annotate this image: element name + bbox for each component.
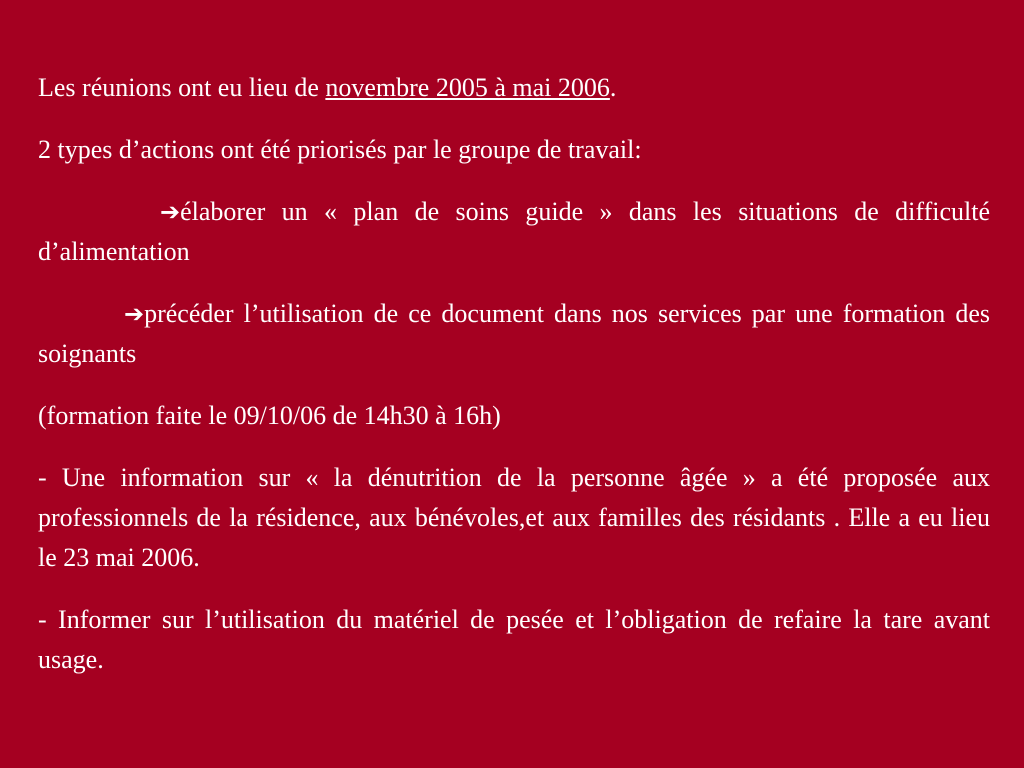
arrow-right-icon: ➔ bbox=[160, 198, 181, 226]
bullet-training-text: précéder l’utilisation de ce document dans nos services par une formation des soignants bbox=[38, 299, 990, 368]
action-types-line: 2 types d’actions ont été priorisés par le groupe de travail: bbox=[38, 135, 642, 164]
meeting-dates-line bbox=[38, 68, 990, 108]
slide-content bbox=[38, 68, 990, 702]
bullet-training bbox=[38, 294, 990, 374]
meeting-dates-prefix: Les réunions ont eu lieu de bbox=[38, 73, 326, 102]
arrow-right-icon: ➔ bbox=[124, 300, 145, 328]
bullet-care-plan bbox=[38, 192, 990, 272]
weighing-equipment-paragraph: - Informer sur l’utilisation du matériel de pesée et l’obligation de refaire la tare avant usage. bbox=[38, 605, 990, 674]
undernutrition-info-paragraph: - Une information sur « la dénutrition de la personne âgée » a été proposée aux professionnels de la résidence, aux bénévoles,et aux familles des résidants . Elle a eu lieu le 23 mai 2006. bbox=[38, 463, 990, 572]
meeting-dates-period: novembre 2005 à mai 2006 bbox=[325, 73, 610, 102]
training-date-note: (formation faite le 09/10/06 de 14h30 à 16h) bbox=[38, 401, 501, 430]
bullet-care-plan-text: élaborer un « plan de soins guide » dans les situations de difficulté d’alimentation bbox=[38, 197, 990, 266]
meeting-dates-suffix: . bbox=[609, 73, 617, 102]
